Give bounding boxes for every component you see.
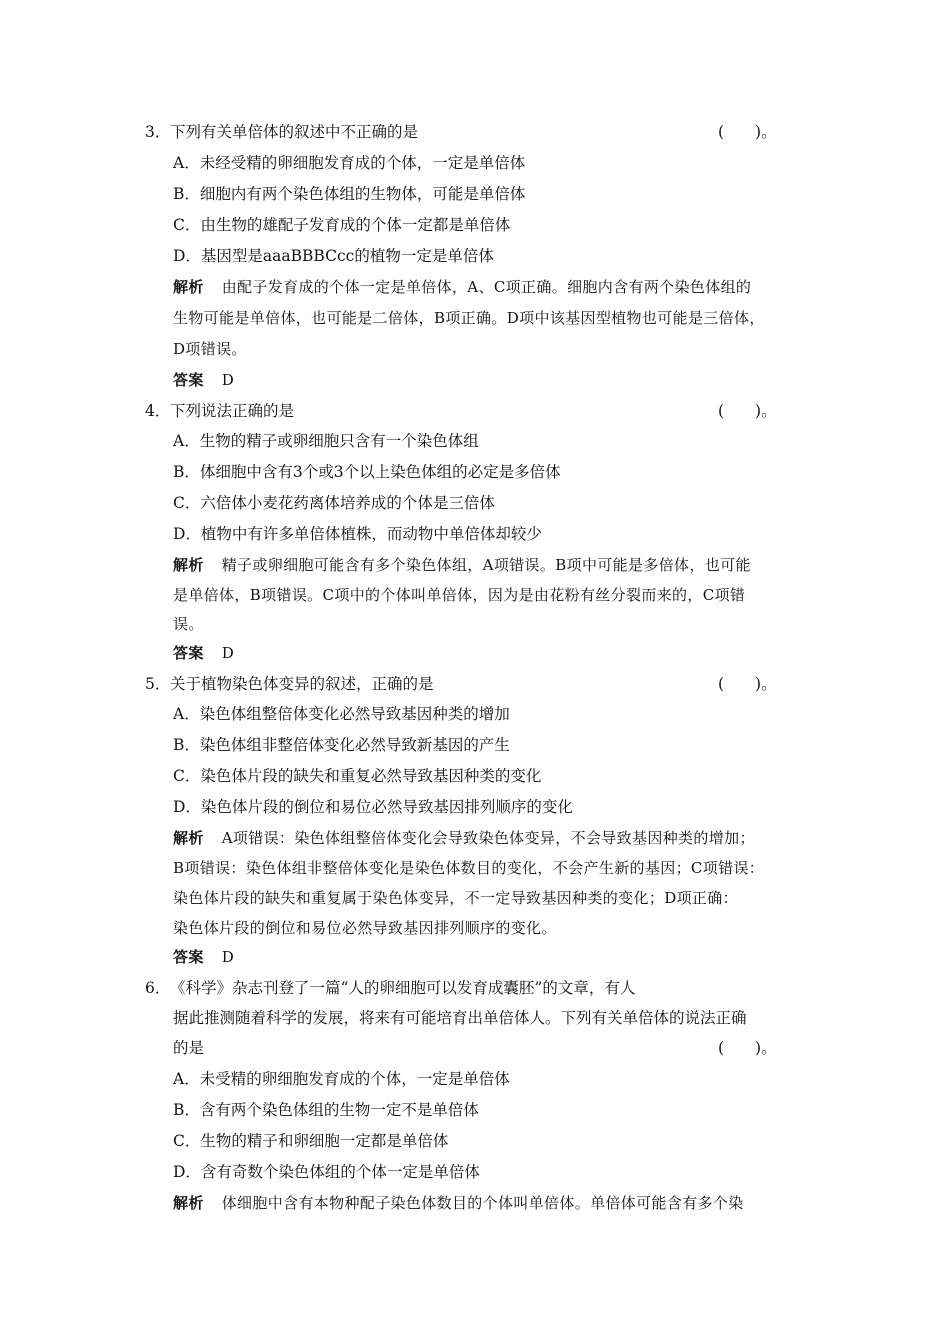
question-4-option-a: A．生物的精子或卵细胞只含有一个染色体组 (173, 432, 479, 450)
question-6-answer-blank: ( )。 (718, 1039, 777, 1057)
question-5-explanation-label: 解析 (173, 829, 204, 847)
question-4-option-c: C．六倍体小麦花药离体培养成的个体是三倍体 (173, 494, 495, 512)
question-4-explanation-text: 是单倍体，B项错误。C项中的个体叫单倍体，因为是由花粉有丝分裂而来的，C项错 (173, 586, 746, 604)
question-6-option-a: A．未受精的卵细胞发育成的个体，一定是单倍体 (173, 1070, 510, 1088)
question-5-number: 5． (145, 675, 171, 693)
question-5-answer-blank: ( )。 (718, 675, 777, 693)
question-6-stem: 据此推测随着科学的发展，将来有可能培育出单倍体人。下列有关单倍体的说法正确 (173, 1009, 747, 1027)
question-3-answer: D (221, 371, 235, 389)
question-4-stem: 下列说法正确的是 (170, 402, 295, 420)
question-5-option-c: C．染色体片段的缺失和重复必然导致基因种类的变化 (173, 767, 542, 785)
question-4-explanation-text: 精子或卵细胞可能含有多个染色体组，A项错误。B项中可能是多倍体，也可能 (221, 556, 751, 574)
question-3-number: 3． (145, 123, 171, 141)
question-3-explanation-text: D项错误。 (173, 340, 247, 358)
question-5-explanation-text: B项错误：染色体组非整倍体变化是染色体数目的变化，不会产生新的基因；C项错误： (173, 859, 765, 877)
question-5-answer: D (221, 948, 235, 966)
question-4-option-b: B．体细胞中含有3个或3个以上染色体组的必定是多倍体 (173, 463, 561, 481)
question-5-answer-label: 答案 (173, 948, 204, 966)
question-3-option-b: B．细胞内有两个染色体组的生物体，可能是单倍体 (173, 185, 526, 203)
question-6-explanation-text: 体细胞中含有本物种配子染色体数目的个体叫单倍体。单倍体可能含有多个染 (221, 1194, 744, 1212)
question-6-number: 6． (145, 979, 171, 997)
question-5-explanation-text: 染色体片段的倒位和易位必然导致基因排列顺序的变化。 (173, 919, 557, 937)
question-4-explanation-label: 解析 (173, 556, 204, 574)
question-3-stem: 下列有关单倍体的叙述中不正确的是 (170, 123, 419, 141)
question-6-option-c: C．生物的精子和卵细胞一定都是单倍体 (173, 1132, 449, 1150)
question-5-stem: 关于植物染色体变异的叙述，正确的是 (170, 675, 434, 693)
question-3-explanation-text: 生物可能是单倍体，也可能是二倍体，B项正确。D项中该基因型植物也可能是三倍体， (173, 309, 765, 327)
question-4-explanation-text: 误。 (173, 615, 204, 633)
question-3-option-a: A．未经受精的卵细胞发育成的个体，一定是单倍体 (173, 154, 526, 172)
question-3-answer-blank: ( )。 (718, 123, 777, 141)
question-3-option-d: D．基因型是aaaBBBCcc的植物一定是单倍体 (173, 247, 494, 265)
question-4-answer: D (221, 644, 235, 662)
question-4-answer-label: 答案 (173, 644, 204, 662)
question-5-option-b: B．染色体组非整倍体变化必然导致新基因的产生 (173, 736, 510, 754)
question-3-explanation-label: 解析 (173, 278, 204, 296)
question-6-explanation-label: 解析 (173, 1194, 204, 1212)
question-6-stem: 的是 (173, 1039, 205, 1057)
question-4-option-d: D．植物中有许多单倍体植株，而动物中单倍体却较少 (173, 525, 542, 543)
question-6-option-b: B．含有两个染色体组的生物一定不是单倍体 (173, 1101, 479, 1119)
question-5-explanation-text: A项错误：染色体组整倍体变化会导致染色体变异，不会导致基因种类的增加； (221, 829, 755, 847)
question-5-explanation-text: 染色体片段的缺失和重复属于染色体变异，不一定导致基因种类的变化；D项正确： (173, 889, 738, 907)
question-6-option-d: D．含有奇数个染色体组的个体一定是单倍体 (173, 1163, 480, 1181)
question-5-option-d: D．染色体片段的倒位和易位必然导致基因排列顺序的变化 (173, 798, 573, 816)
question-3-answer-label: 答案 (173, 371, 204, 389)
question-5-option-a: A．染色体组整倍体变化必然导致基因种类的增加 (173, 705, 510, 723)
question-3-option-c: C．由生物的雄配子发育成的个体一定都是单倍体 (173, 216, 511, 234)
question-6-stem: 《科学》杂志刊登了一篇“人的卵细胞可以发育成囊胚”的文章，有人 (170, 979, 636, 997)
question-4-answer-blank: ( )。 (718, 402, 777, 420)
question-3-explanation-text: 由配子发育成的个体一定是单倍体，A、C项正确。细胞内含有两个染色体组的 (221, 278, 752, 296)
question-4-number: 4． (145, 402, 171, 420)
